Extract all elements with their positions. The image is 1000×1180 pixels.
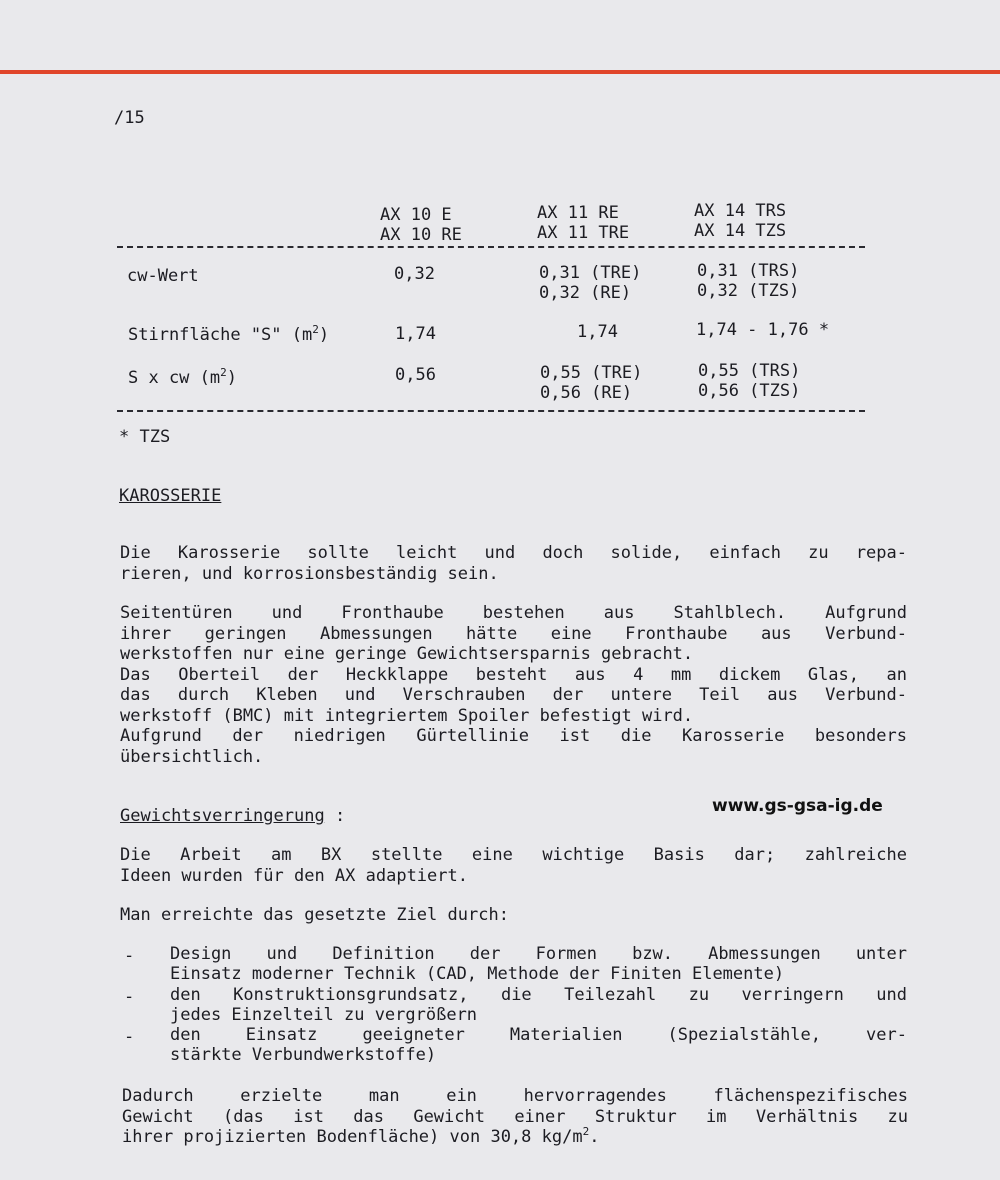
cell-scw-ax11-re: 0,56 (RE) [540,383,633,403]
text-line: Die Arbeit am BX stellte eine wichtige Basis dar; zahlreiche [120,845,907,865]
column-header-ax14-1: AX 14 TRS [694,201,787,221]
text-line: übersichtlich. [120,746,264,767]
text-line: Dadurch erzielte man ein hervorragendes flächenspezifisches [122,1086,908,1106]
text-line: Die Karosserie sollte leicht und doch solide, einfach zu repa- [120,543,907,563]
page-number: /15 [114,108,145,128]
row-label-stirnflaeche: Stirnfläche "S" $(m^2)$ [128,323,330,345]
paragraph-karosserie-intro [120,543,907,584]
text-line-last: ihrer projizierten Bodenfläche) von 30,8 $kg/m^2$. [122,1125,600,1147]
column-header-ax14-2: AX 14 TZS [694,221,787,241]
red-header-rule [0,70,1000,74]
text-line: Das Oberteil der Heckklappe besteht aus 4 mm dickem Glas, an [120,664,907,685]
text-line: stärkte Verbundwerkstoffe) [170,1045,437,1065]
text-line: ihrer geringen Abmessungen hätte eine Fronthaube aus Verbund- [120,623,907,644]
text-line: das durch Kleben und Verschrauben der untere Teil aus Verbund- [120,685,907,705]
row-label-s-x-cw: S x cw $(m^2)$ [128,366,237,388]
cell-cw-ax14-trs: 0,31 (TRS) [697,261,800,281]
table-top-divider [117,246,865,248]
cell-cw-ax11-tre: 0,31 (TRE) [539,263,642,283]
text-line: werkstoff (BMC) mit integriertem Spoiler befestigt wird. [120,705,694,726]
text-line: werkstoffen nur eine geringe Gewichtsersparnis gebracht. [120,644,694,664]
paragraph-ergebnis [122,1086,908,1148]
website-stamp: www.gs-gsa-ig.de [712,796,883,816]
column-header-ax11-2: AX 11 TRE [537,223,630,243]
text-line: Seitentüren und Fronthaube bestehen aus Stahlblech. Aufgrund [120,603,907,623]
cell-s-ax10: 1,74 [395,324,436,344]
paragraph-ziel: Man erreichte das gesetzte Ziel durch: [120,905,509,925]
bullet-item-materialien [170,1025,907,1065]
row-label-cw-wert: cw-Wert [127,266,199,286]
heading-text: Gewichtsverringerung [120,806,325,826]
section-heading-gewichtsverringerung [120,806,345,826]
cell-cw-ax10: 0,32 [394,264,435,284]
paragraph-bx-basis [120,845,907,886]
text-line: Ideen wurden für den AX adaptiert. [120,865,468,886]
paragraph-karosserie-details [120,603,907,767]
text-line: jedes Einzelteil zu vergrößern [170,1005,478,1025]
cell-scw-ax14-trs: 0,55 (TRS) [698,361,801,381]
text-line: den Einsatz geeigneter Materialien (Spezialstähle, ver- [170,1025,907,1045]
table-footnote: * TZS [119,427,171,447]
text-line: rieren, und korrosionsbeständig sein. [120,563,499,584]
cell-scw-ax14-tzs: 0,56 (TZS) [698,381,801,401]
cell-s-ax11: 1,74 [577,322,618,342]
bullet-marker: - [124,946,135,966]
bullet-item-design [170,944,907,984]
cell-scw-ax11-tre: 0,55 (TRE) [540,363,643,383]
bullet-marker: - [124,987,135,1007]
bullet-item-konstruktion [170,985,907,1025]
heading-suffix: : [324,806,346,826]
text-line: Design und Definition der Formen bzw. Abmessungen unter [170,944,907,964]
table-bottom-divider [117,410,865,412]
text-line: Aufgrund der niedrigen Gürtellinie ist die Karosserie besonders [120,726,907,746]
cell-scw-ax10: 0,56 [395,365,436,385]
column-header-ax11-1: AX 11 RE [537,203,619,223]
cell-cw-ax14-tzs: 0,32 (TZS) [697,281,800,301]
bullet-marker: - [124,1027,135,1047]
text-line: Einsatz moderner Technik (CAD, Methode der Finiten Elemente) [170,964,785,984]
column-header-ax10-1: AX 10 E [380,205,452,225]
text-line: Gewicht (das ist das Gewicht einer Struktur im Verhältnis zu [122,1106,908,1127]
cell-s-ax14: 1,74 - 1,76 * [696,320,830,340]
cell-cw-ax11-re: 0,32 (RE) [539,283,632,303]
column-header-ax10-2: AX 10 RE [380,225,462,245]
section-heading-karosserie: KAROSSERIE [119,486,222,506]
text-line: den Konstruktionsgrundsatz, die Teilezahl zu verringern und [170,985,907,1005]
